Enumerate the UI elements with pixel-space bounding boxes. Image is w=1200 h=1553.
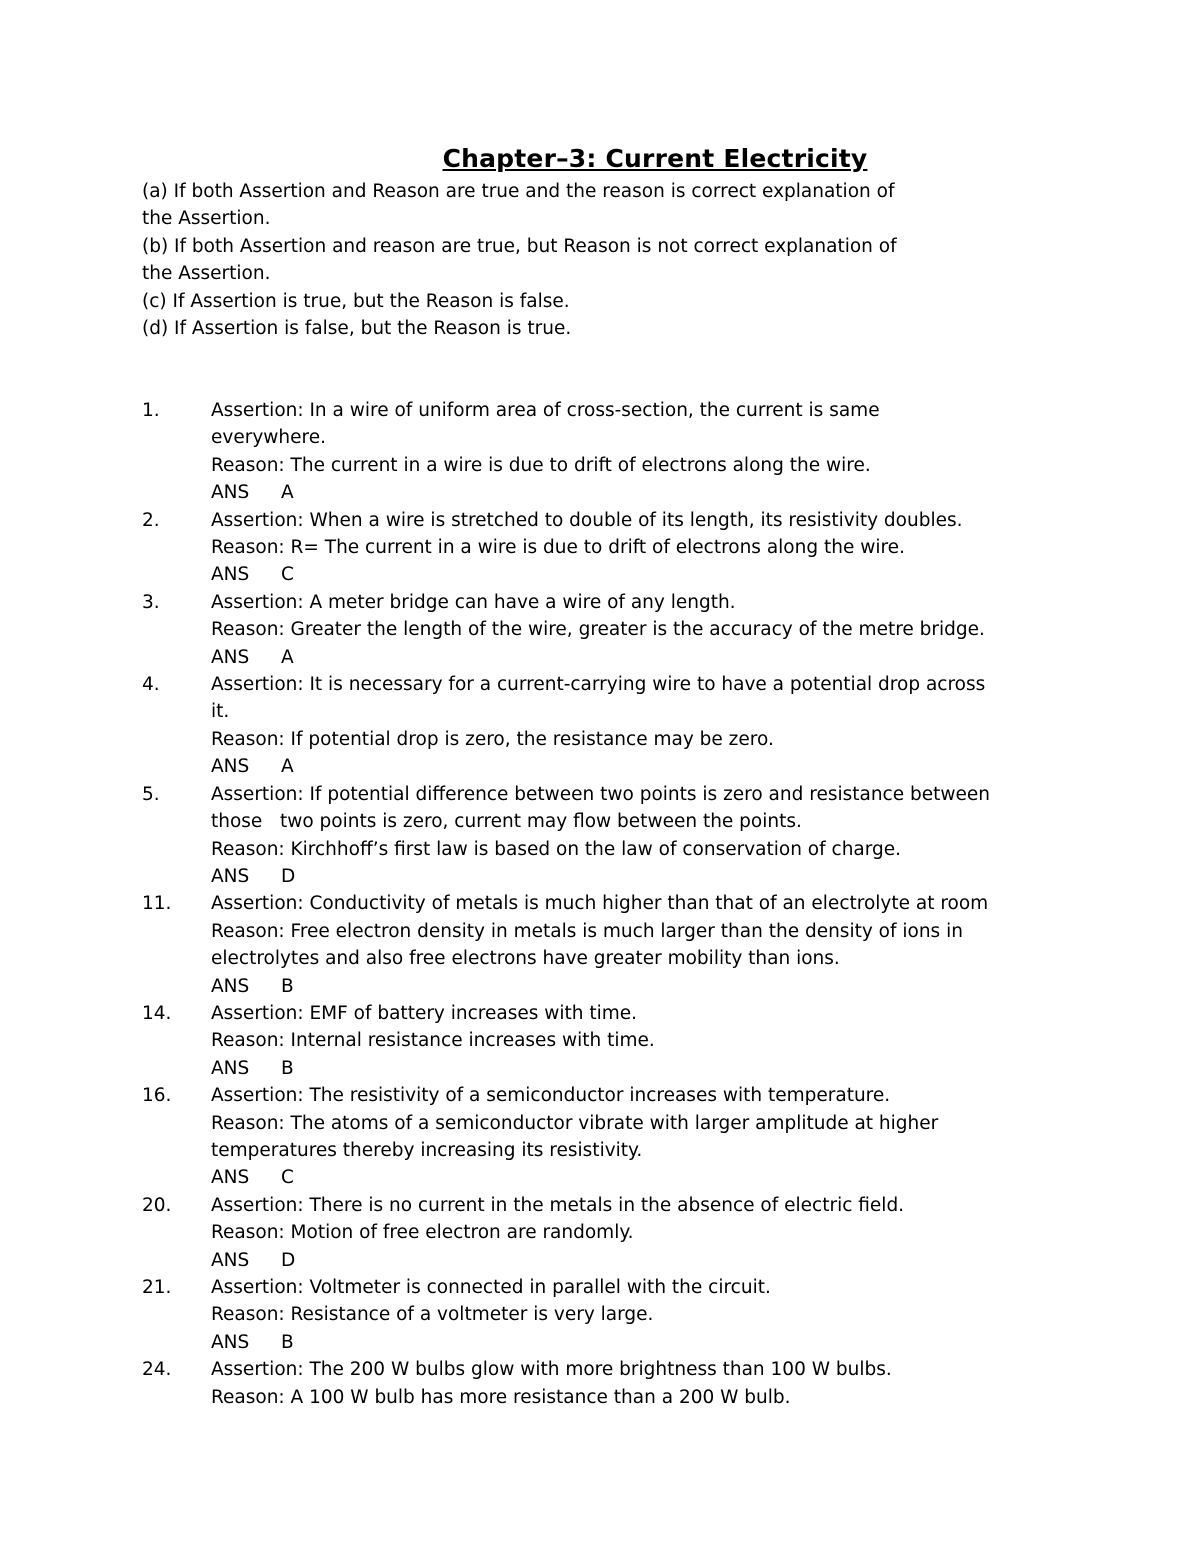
question-number: 16.	[142, 1085, 172, 1107]
answer-value: A	[281, 482, 294, 504]
question-list	[142, 397, 1062, 1411]
answer-label: ANS	[211, 564, 250, 586]
answer-label: ANS	[211, 865, 250, 887]
assertion-text: Assertion: There is no current in the metals in the absence of electric field.	[211, 1194, 905, 1216]
question-line: Reason: If potential drop is zero, the resistance may be zero.	[211, 728, 774, 750]
question-item	[142, 1082, 1062, 1192]
page-title: Chapter–3: Current Electricity	[442, 144, 868, 173]
question-line: electrolytes and also free electrons have greater mobility than ions.	[211, 948, 840, 970]
question-number: 3.	[142, 591, 160, 613]
question-item	[142, 589, 1062, 671]
answer-value: D	[281, 865, 296, 887]
question-item	[142, 397, 1062, 507]
assertion-text: Assertion: Conductivity of metals is much higher than that of an electrolyte at room	[211, 893, 989, 915]
answer-value: D	[281, 1249, 296, 1271]
question-line: Reason: Greater the length of the wire, greater is the accuracy of the metre bridge.	[211, 619, 985, 641]
assertion-text: Assertion: The 200 W bulbs glow with more brightness than 100 W bulbs.	[211, 1359, 892, 1381]
question-item	[142, 1192, 1062, 1274]
question-item	[142, 507, 1062, 589]
question-line: Reason: Resistance of a voltmeter is very large.	[211, 1304, 654, 1326]
question-line: Reason: Kirchhoff’s first law is based on the law of conservation of charge.	[211, 838, 902, 860]
answer-key-options	[142, 178, 1002, 342]
answer-row	[211, 1329, 1062, 1356]
answer-row	[211, 863, 1062, 890]
answer-label: ANS	[211, 1249, 250, 1271]
question-item	[142, 781, 1062, 891]
question-number: 24.	[142, 1359, 172, 1381]
assertion-text: Assertion: If potential difference between two points is zero and resistance between	[211, 783, 990, 805]
answer-label: ANS	[211, 975, 250, 997]
question-number: 4.	[142, 674, 160, 696]
question-line: those two points is zero, current may flow between the points.	[211, 811, 802, 833]
answer-row	[211, 561, 1062, 588]
assertion-text: Assertion: When a wire is stretched to double of its length, its resistivity doubles.	[211, 509, 963, 531]
question-number: 21.	[142, 1277, 172, 1298]
assertion-text: Assertion: The resistivity of a semiconductor increases with temperature.	[211, 1085, 891, 1107]
question-line: Reason: The atoms of a semiconductor vibrate with larger amplitude at higher	[211, 1112, 939, 1134]
answer-value: C	[281, 564, 294, 586]
assertion-text: Assertion: EMF of battery increases with time.	[211, 1002, 638, 1024]
assertion-text: Assertion: A meter bridge can have a wire of any length.	[211, 591, 736, 613]
question-line: Reason: The current in a wire is due to drift of electrons along the wire.	[211, 454, 871, 476]
question-number: 5.	[142, 783, 160, 805]
answer-label: ANS	[211, 1331, 250, 1353]
question-item	[142, 1274, 1062, 1356]
question-number: 2.	[142, 509, 160, 531]
question-line: it.	[211, 701, 230, 723]
answer-value: A	[281, 646, 294, 668]
answer-value: B	[281, 975, 294, 997]
answer-value: B	[281, 1057, 294, 1079]
question-line: Reason: Free electron density in metals is much larger than the density of ions in	[211, 920, 963, 942]
option-line: (d) If Assertion is false, but the Reason is true.	[142, 318, 572, 340]
assertion-text: Assertion: Voltmeter is connected in parallel with the circuit.	[211, 1277, 771, 1298]
answer-label: ANS	[211, 756, 250, 778]
option-line: (a) If both Assertion and Reason are true and the reason is correct explanation of	[142, 181, 895, 202]
question-line: Reason: Motion of free electron are randomly.	[211, 1222, 634, 1244]
question-item	[142, 890, 1062, 1000]
answer-row	[211, 479, 1062, 506]
answer-label: ANS	[211, 646, 250, 668]
question-number: 11.	[142, 893, 172, 915]
answer-row	[211, 1055, 1062, 1082]
answer-row	[211, 1247, 1062, 1274]
answer-row	[211, 1164, 1062, 1191]
assertion-text: Assertion: In a wire of uniform area of cross-section, the current is same	[211, 400, 880, 421]
answer-row	[211, 753, 1062, 780]
question-number: 14.	[142, 1002, 172, 1024]
answer-label: ANS	[211, 1167, 250, 1189]
option-line: (c) If Assertion is true, but the Reason is false.	[142, 290, 570, 312]
question-line: everywhere.	[211, 427, 326, 449]
answer-value: B	[281, 1331, 294, 1353]
question-line: Reason: Internal resistance increases with time.	[211, 1030, 655, 1052]
answer-row	[211, 644, 1062, 671]
question-item	[142, 1000, 1062, 1082]
question-line: temperatures thereby increasing its resistivity.	[211, 1139, 643, 1161]
question-number: 20.	[142, 1194, 172, 1216]
option-line: the Assertion.	[142, 208, 271, 230]
answer-label: ANS	[211, 1057, 250, 1079]
answer-value: C	[281, 1167, 294, 1189]
question-number: 1.	[142, 400, 160, 421]
question-item	[142, 671, 1062, 781]
option-line: the Assertion.	[142, 263, 271, 285]
question-line: Reason: A 100 W bulb has more resistance than a 200 W bulb.	[211, 1386, 791, 1408]
option-line: (b) If both Assertion and reason are true, but Reason is not correct explanation of	[142, 235, 897, 257]
assertion-text: Assertion: It is necessary for a current-carrying wire to have a potential drop across	[211, 674, 986, 696]
answer-row	[211, 973, 1062, 1000]
question-item	[142, 1356, 1062, 1411]
answer-label: ANS	[211, 482, 250, 504]
answer-value: A	[281, 756, 294, 778]
question-line: Reason: R= The current in a wire is due to drift of electrons along the wire.	[211, 537, 905, 559]
